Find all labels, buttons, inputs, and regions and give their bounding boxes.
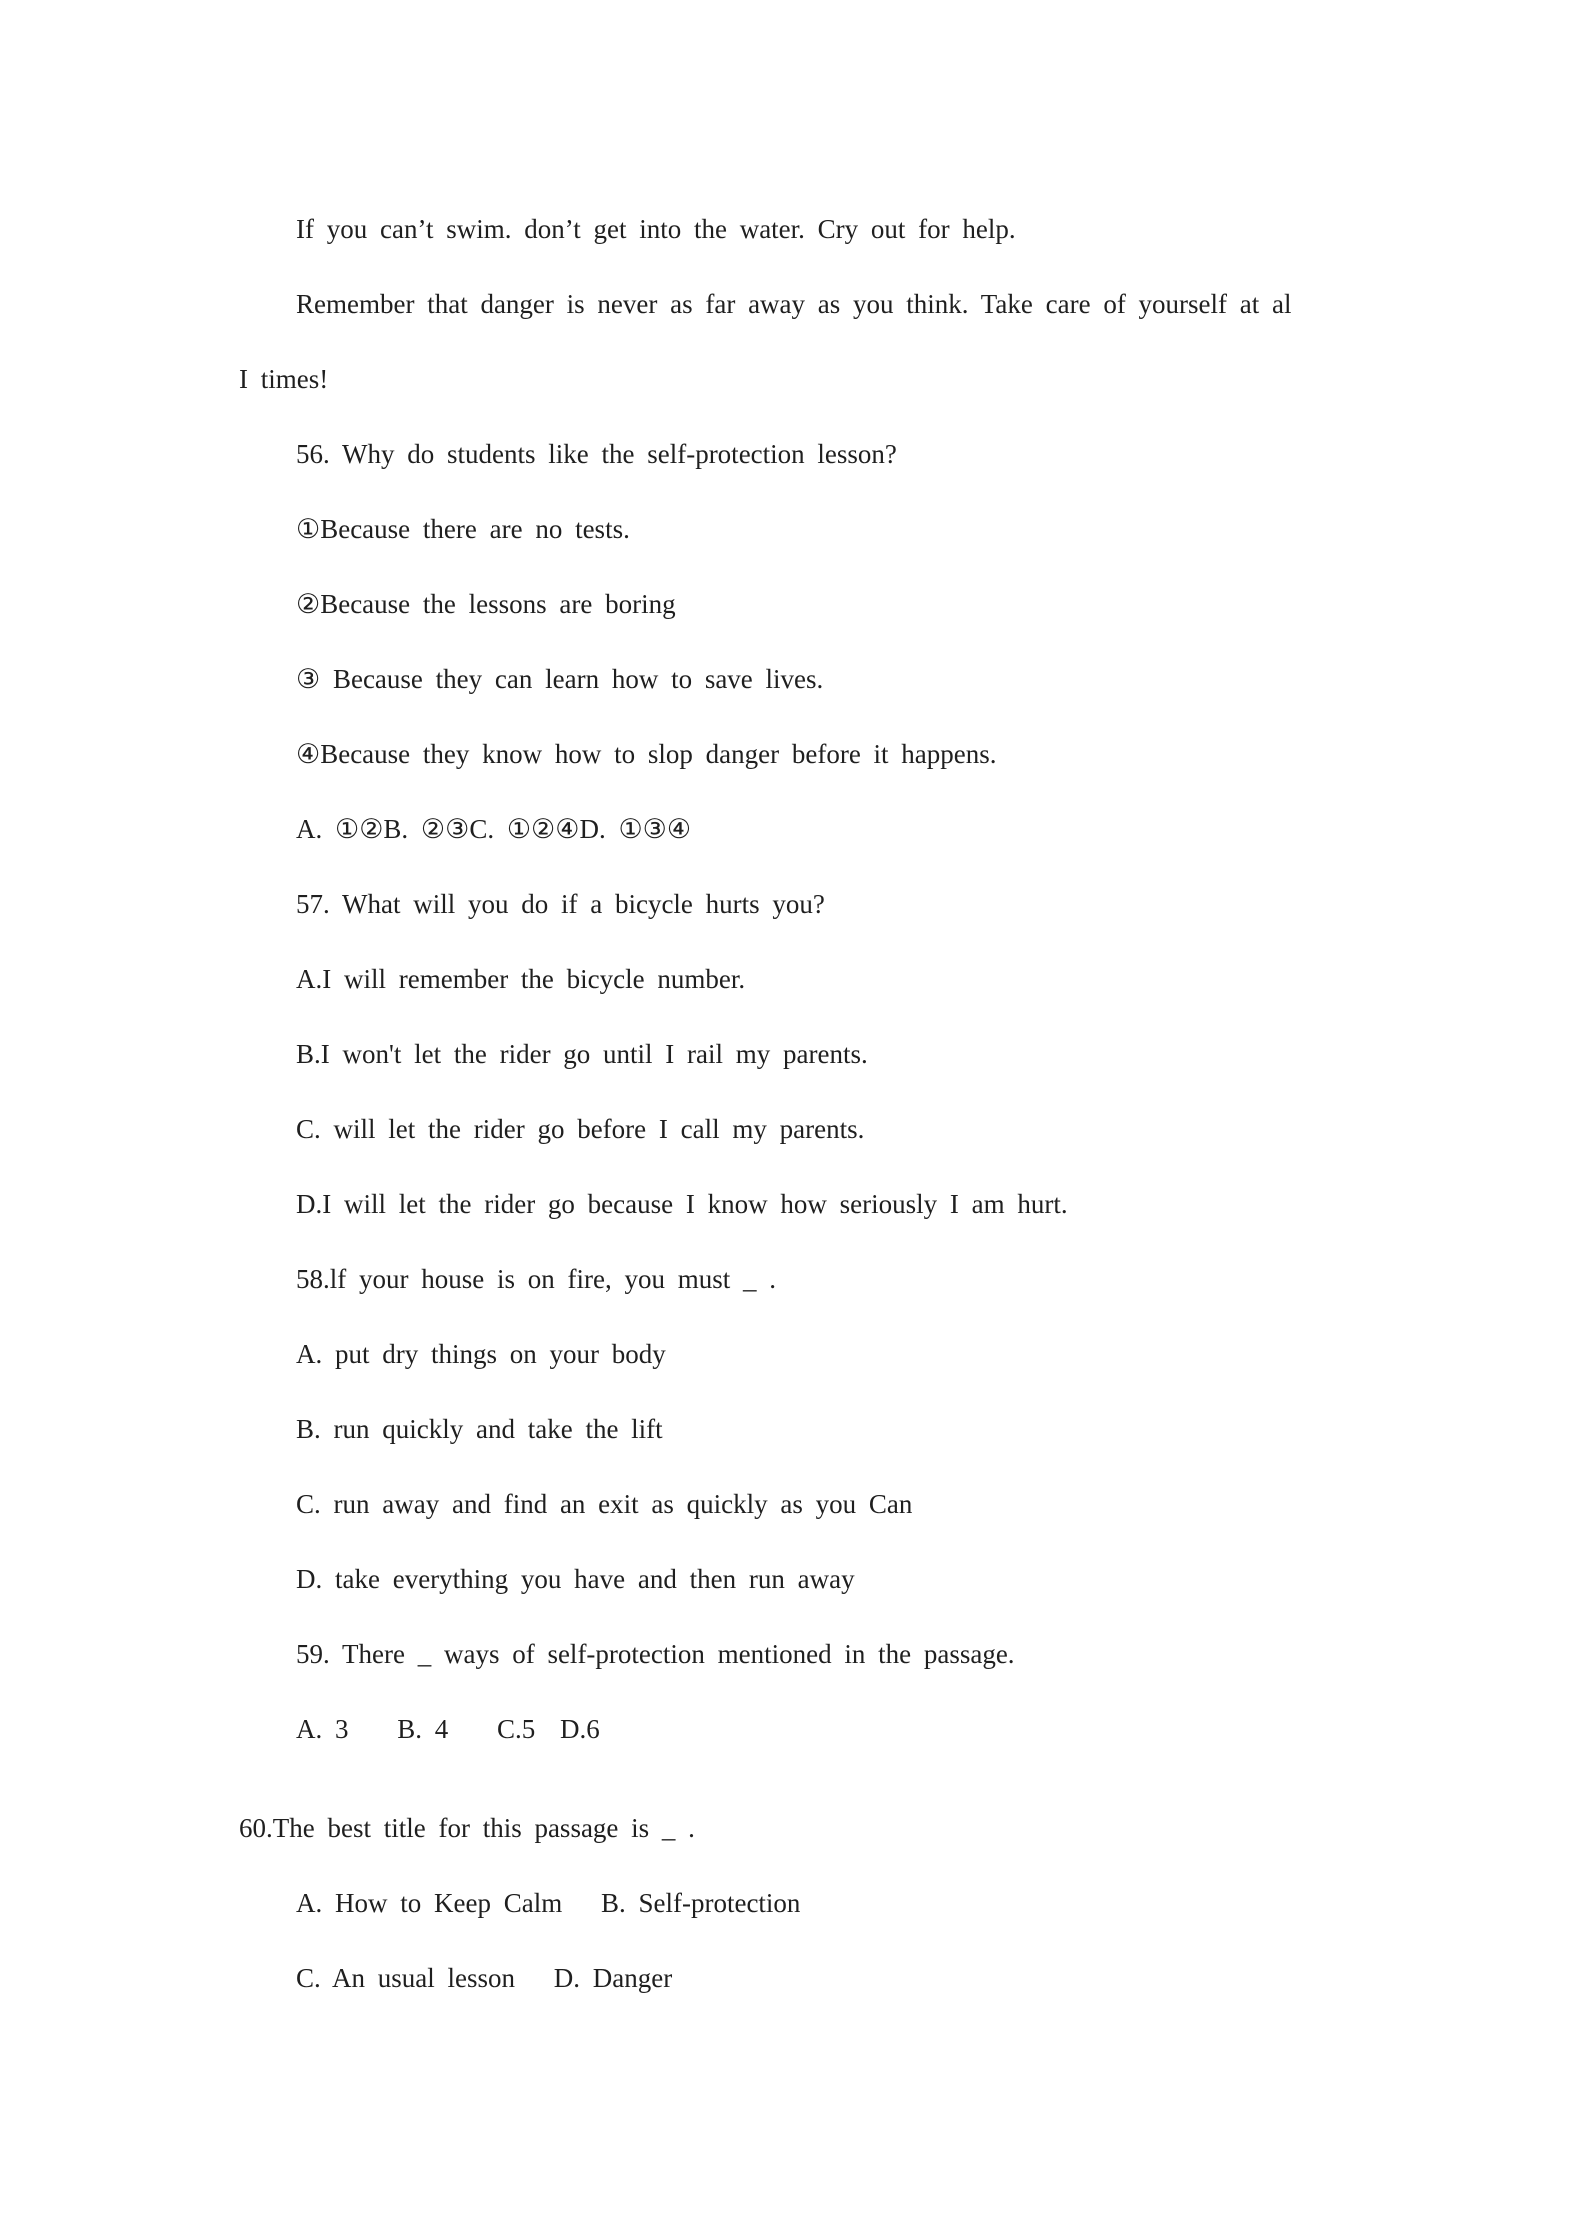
question-60: 60.The best title for this passage is _ . xyxy=(239,1813,695,1843)
q57-option-b: B.I won't let the rider go until I rail my parents. xyxy=(296,1039,868,1069)
question-57: 57. What will you do if a bicycle hurts you? xyxy=(296,889,825,919)
q58-option-d: D. take everything you have and then run away xyxy=(296,1564,855,1594)
q60-option-a: A. How to Keep Calm xyxy=(296,1888,563,1918)
q57-option-a: A.I will remember the bicycle number. xyxy=(296,964,746,994)
statement-1: ①Because there are no tests. xyxy=(296,514,630,544)
statement-3: ③ Because they can learn how to save lives. xyxy=(296,664,824,694)
q60-option-b: B. Self-protection xyxy=(600,1888,801,1918)
question-56: 56. Why do students like the self-protection lesson? xyxy=(296,439,897,469)
q58-option-c: C. run away and find an exit as quickly as you Can xyxy=(296,1489,913,1519)
q59-option-d: D.6 xyxy=(560,1714,600,1744)
q60-option-c: C. An usual lesson xyxy=(296,1963,516,1993)
q58-option-a: A. put dry things on your body xyxy=(296,1339,666,1369)
q57-option-d: D.I will let the rider go because I know how seriously I am hurt. xyxy=(296,1189,1068,1219)
passage-line-3: I times! xyxy=(239,364,329,394)
q58-option-b: B. run quickly and take the lift xyxy=(296,1414,663,1444)
q57-option-c: C. will let the rider go before I call my parents. xyxy=(296,1114,865,1144)
question-60-options-row-1 xyxy=(296,1890,826,1917)
question-59: 59. There _ ways of self-protection mentioned in the passage. xyxy=(296,1639,1015,1669)
question-56-options: A. ①②B. ②③C. ①②④D. ①③④ xyxy=(296,814,692,844)
q59-option-c: C.5 xyxy=(497,1714,536,1744)
statement-4: ④Because they know how to slop danger before it happens. xyxy=(296,739,997,769)
question-58: 58.lf your house is on fire, you must _ . xyxy=(296,1264,776,1294)
question-60-options-row-2 xyxy=(296,1965,698,1992)
statement-2: ②Because the lessons are boring xyxy=(296,589,676,619)
passage-line-2: Remember that danger is never as far away as you think. Take care of yourself at al xyxy=(296,289,1292,319)
q60-option-d: D. Danger xyxy=(553,1963,673,1993)
passage-line-1: If you can’t swim. don’t get into the water. Cry out for help. xyxy=(296,214,1016,244)
q59-option-a: A. 3 xyxy=(296,1714,349,1744)
question-59-options xyxy=(296,1716,600,1743)
q59-option-b: B. 4 xyxy=(397,1714,449,1744)
